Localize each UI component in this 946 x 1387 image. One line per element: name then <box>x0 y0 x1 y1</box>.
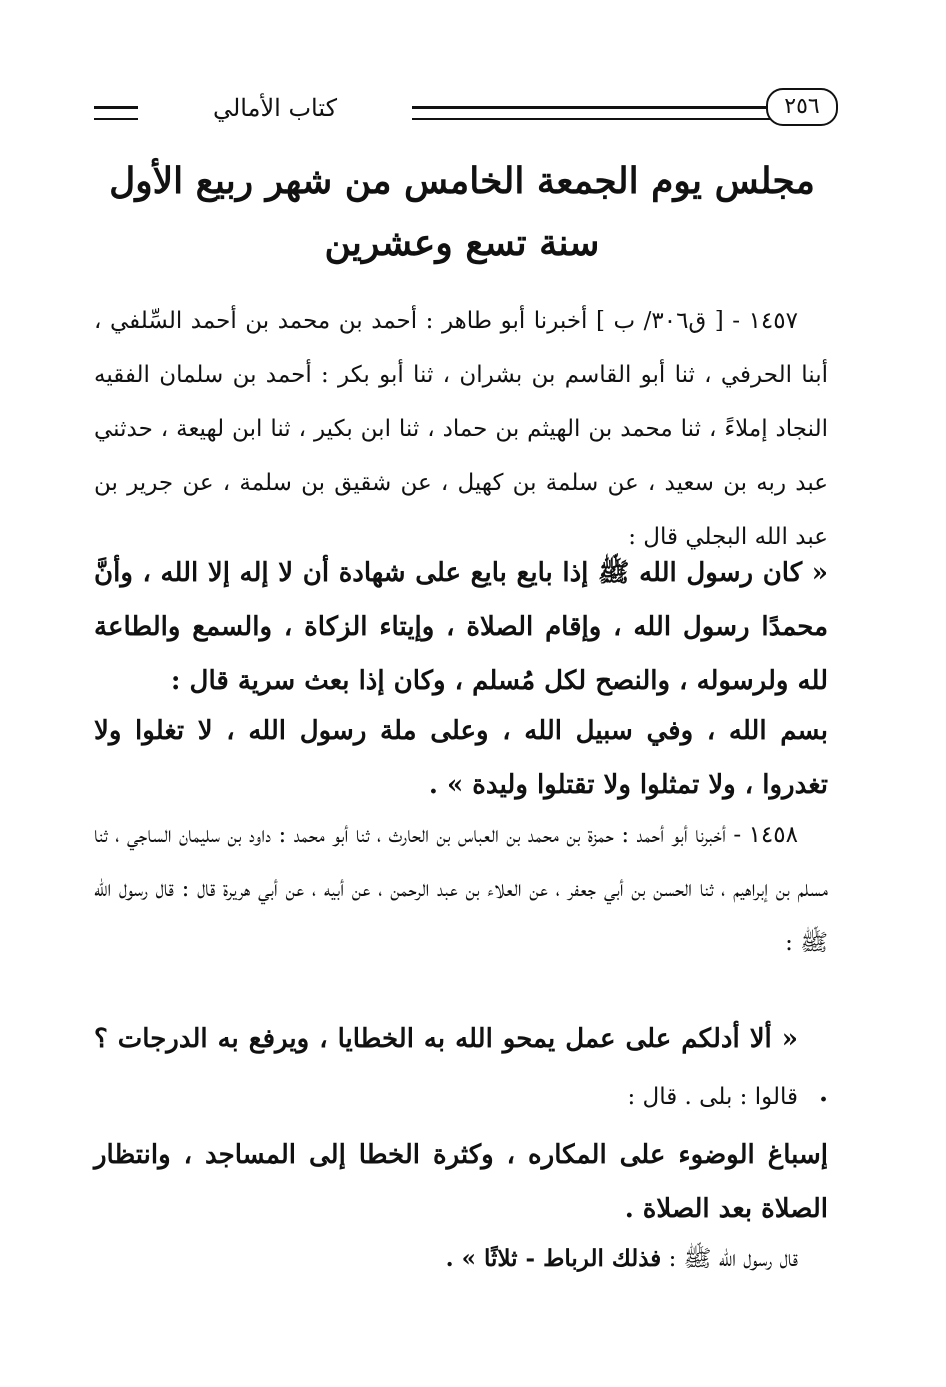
header-rule-left <box>94 106 138 120</box>
hadith-1457-isnad: ١٤٥٧ - [ ق٣٠٦/ ب ] أخبرنا أبو طاهر : أحمد بن محمد بن أحمد السِّلفي ، أبنا الحرفي ، ثنا أبو القاسم بن بشران ، ثنا أبو بكر : أحمد بن سلمان الفقيه النجاد إملاءً ، ثنا محمد بن الهيثم بن حماد ، ثنا ابن بكير ، ثنا ابن لهيعة ، حدثني عبد ربه بن سعيد ، عن سلمة بن كهيل ، عن شقيق بن سلمة ، عن جرير بن عبد الله البجلي قال : <box>94 308 828 550</box>
hadith-1458-matn-2: إسباغ الوضوء على المكاره ، وكثرة الخطا إلى المساجد ، وانتظار الصلاة بعد الصلاة . <box>94 1140 828 1224</box>
hadith-1458-isnad: ١٤٥٨ - أخبرنا أبو أحمد : حمزة بن محمد بن العباس بن الحارث ، ثنا أبو محمد : داود بن سليمان الساجي ، ثنا مسلم بن إبراهيم ، ثنا الحسن بن أبي جعفر ، عن العلاء بن عبد الرحمن ، عن أبيه ، عن أبي هريرة قال : قال رسول الله ﷺ : <box>94 822 828 956</box>
hadith-1458-reply: قالوا : بلى . قال : <box>627 1084 798 1110</box>
hadith-1457-matn-1: « كان رسول الله ﷺ إذا بايع بايع على شهادة أن لا إله إلا الله ، وأنَّ محمدًا رسول الله ، وإقام الصلاة ، وإيتاء الزكاة ، والسمع والطاعة لله ولرسوله ، والنصح لكل مُسلم ، وكان إذا بعث سرية قال : <box>94 558 828 696</box>
page-header <box>94 88 830 138</box>
section-heading-line-2: سنة تسع وعشرين <box>324 222 600 264</box>
section-heading-line-1: مجلس يوم الجمعة الخامس من شهر ربيع الأول <box>109 160 815 202</box>
running-title: كتاب الأمالي <box>212 94 338 122</box>
hadith-1457-matn-2: بسم الله ، وفي سبيل الله ، وعلى ملة رسول الله ، لا تغلوا ولا تغدروا ، ولا تمثلوا ولا تقتلوا وليدة » . <box>94 716 828 800</box>
page-number: ٢٥٦ <box>766 88 838 126</box>
closing-bold: فذلك الرباط - ثلاثًا » . <box>445 1245 662 1272</box>
header-rule-middle <box>412 106 800 120</box>
closing-prefix: قال رسول الله ﷺ : <box>668 1246 798 1272</box>
hadith-1458-closing <box>94 1232 828 1286</box>
hadith-1458-matn-1: « ألا أدلكم على عمل يمحو الله به الخطايا ، ويرفع به الدرجات ؟ . <box>94 1024 828 1108</box>
